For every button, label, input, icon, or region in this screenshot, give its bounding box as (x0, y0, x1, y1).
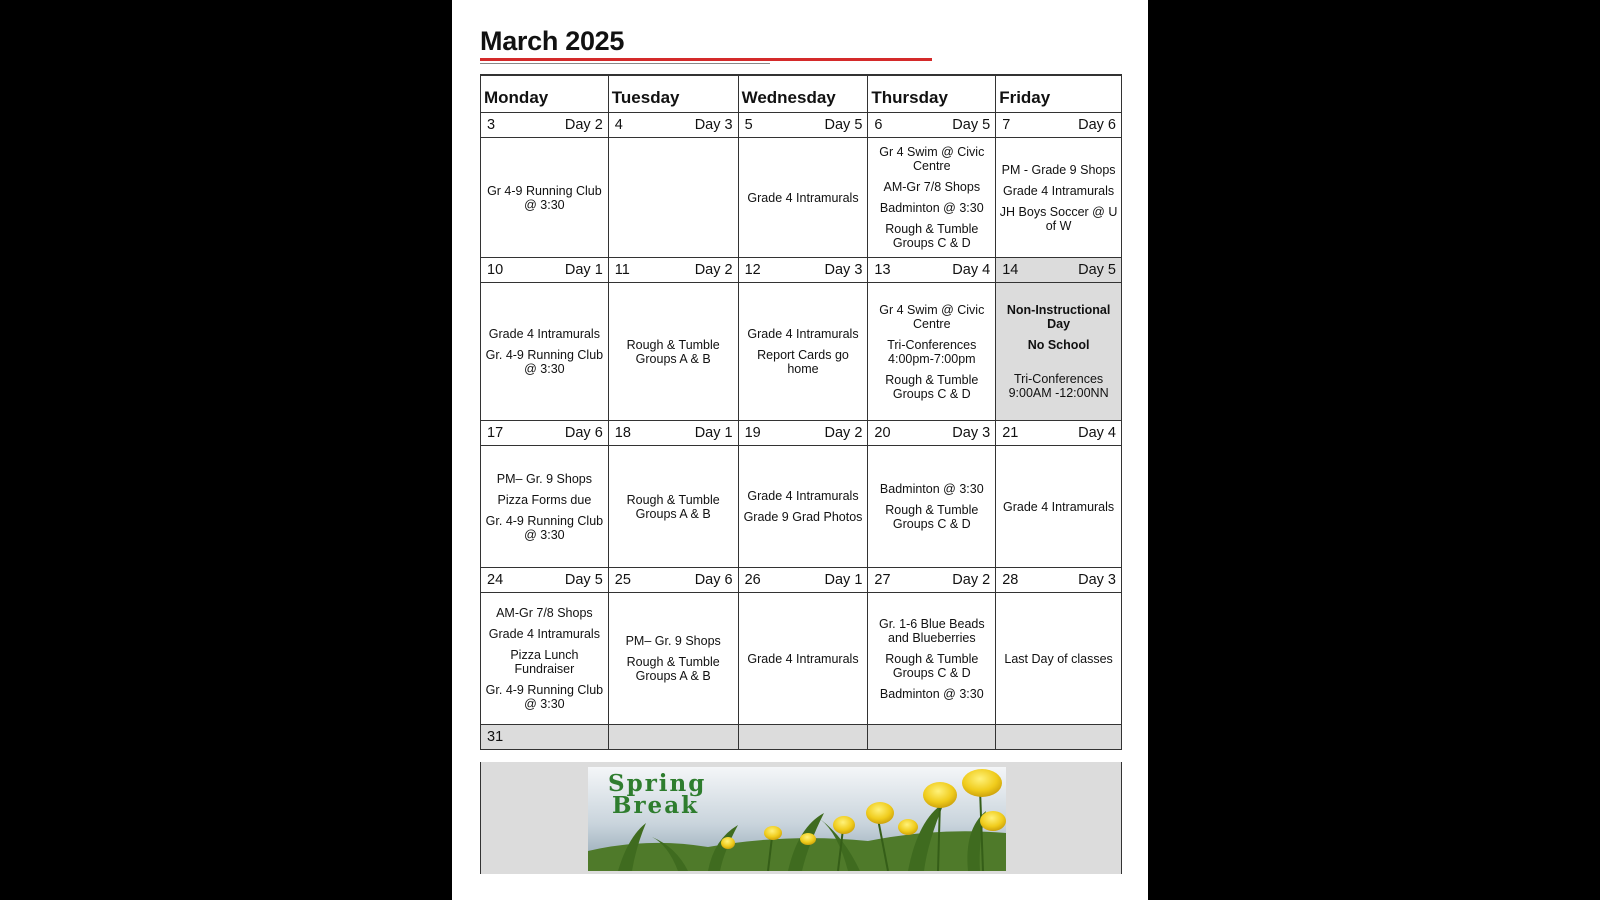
calendar-event: Rough & Tumble Groups C & D (885, 372, 979, 401)
calendar-event: Grade 4 Intramurals (747, 651, 859, 666)
events-cell (738, 283, 868, 421)
school-day-label: Day 5 (1078, 262, 1116, 278)
events-cell (996, 593, 1122, 725)
events-cell (868, 593, 996, 725)
date-cell (481, 421, 609, 446)
events-cell (608, 593, 738, 725)
school-day-label: Day 2 (824, 425, 863, 441)
date-cell (738, 725, 868, 750)
date-number: 13 (874, 262, 891, 278)
events-cell (996, 283, 1122, 421)
calendar-event: Grade 4 Intramurals (747, 327, 859, 341)
date-cell (868, 113, 996, 138)
calendar-event: Gr. 1-6 Blue Beads and Blueberries (878, 616, 985, 645)
date-number: 20 (874, 425, 891, 441)
title-underline-thin (480, 63, 770, 64)
events-cell (738, 593, 868, 725)
date-number: 17 (487, 425, 504, 441)
events-cell (608, 446, 738, 568)
school-day-label: Day 4 (1078, 425, 1116, 441)
page-title: March 2025 (480, 26, 625, 56)
date-row (481, 421, 1122, 446)
school-day-label: Day 5 (824, 117, 863, 133)
events-row (481, 593, 1122, 725)
calendar-event: Tri-Conferences 4:00pm-7:00pm (887, 337, 977, 366)
calendar-event: AM-Gr 7/8 Shops (496, 606, 593, 620)
calendar-event: PM - Grade 9 Shops (1001, 162, 1116, 177)
school-day-label: Day 2 (952, 572, 991, 588)
date-number: 11 (614, 262, 630, 278)
events-cell (738, 446, 868, 568)
events-cell (868, 138, 996, 258)
calendar-event: PM– Gr. 9 Shops (625, 634, 721, 648)
events-cell (996, 138, 1122, 258)
school-day-label: Day 1 (824, 572, 863, 588)
calendar-event: Badminton @ 3:30 (879, 201, 984, 215)
school-day-label: Day 3 (1078, 572, 1116, 588)
school-day-label: Day 5 (952, 117, 991, 133)
date-number: 12 (744, 262, 761, 278)
calendar-event: Gr 4-9 Running Club @ 3:30 (487, 183, 602, 212)
school-day-label: Day 6 (694, 572, 733, 588)
calendar-event: Pizza Forms due (497, 492, 592, 507)
calendar-event: Gr. 4-9 Running Club @ 3:30 (485, 513, 604, 542)
calendar-event: Report Cards go home (757, 348, 849, 376)
calendar-event: Grade 9 Grad Photos (743, 510, 863, 524)
date-cell (868, 568, 996, 593)
date-number: 21 (1002, 425, 1019, 441)
date-cell (996, 725, 1122, 750)
calendar-event: JH Boys Soccer @ U of W (999, 204, 1118, 233)
calendar-event: Tri-Conferences 9:00AM -12:00NN (1008, 372, 1109, 400)
calendar-event: Rough & Tumble Groups A & B (626, 655, 720, 683)
date-cell (996, 568, 1122, 593)
calendar-event: Gr 4 Swim @ Civic Centre (879, 145, 985, 173)
school-day-label: Day 6 (1078, 117, 1116, 133)
date-cell (608, 421, 738, 446)
calendar-event: Rough & Tumble Groups A & B (626, 492, 720, 521)
date-cell (481, 568, 609, 593)
calendar-event: AM-Gr 7/8 Shops (883, 180, 981, 194)
school-day-label: Day 1 (564, 262, 603, 278)
school-day-label: Day 6 (564, 425, 603, 441)
weekday-wednesday: Wednesday (738, 75, 868, 113)
date-number: 26 (744, 572, 761, 588)
events-row (481, 283, 1122, 421)
events-cell (738, 138, 868, 258)
events-cell (608, 283, 738, 421)
school-day-label: Day 2 (694, 262, 733, 278)
date-number: 24 (487, 572, 504, 588)
date-number: 5 (744, 117, 753, 133)
title-underline (480, 58, 932, 61)
date-cell (481, 725, 609, 750)
date-cell (608, 258, 738, 283)
date-number: 4 (614, 117, 623, 133)
date-cell (738, 258, 868, 283)
calendar-event: Gr. 4-9 Running Club @ 3:30 (485, 348, 604, 376)
calendar-event: Rough & Tumble Groups C & D (885, 503, 979, 531)
calendar-event: Pizza Lunch Fundraiser (510, 648, 579, 676)
spring-break-banner (588, 767, 1006, 871)
date-cell (738, 568, 868, 593)
date-number: 7 (1002, 117, 1011, 133)
weekday-header-row (481, 75, 1122, 113)
weekday-thursday: Thursday (868, 75, 996, 113)
school-day-label: Day 2 (564, 117, 603, 133)
weekday-tuesday: Tuesday (608, 75, 738, 113)
calendar-event: Grade 4 Intramurals (747, 190, 859, 205)
weekday-monday: Monday (481, 75, 609, 113)
calendar-event: Rough & Tumble Groups C & D (885, 651, 979, 680)
date-number: 27 (874, 572, 891, 588)
calendar-event: Rough & Tumble Groups A & B (626, 337, 720, 366)
date-row (481, 568, 1122, 593)
school-day-label: Day 1 (694, 425, 733, 441)
calendar-event: Grade 4 Intramurals (747, 489, 859, 503)
date-cell (996, 113, 1122, 138)
events-cell (868, 283, 996, 421)
date-number: 31 (487, 729, 504, 745)
date-number: 14 (1002, 262, 1019, 278)
date-row (481, 258, 1122, 283)
calendar-event: Badminton @ 3:30 (879, 686, 984, 701)
calendar-event: Badminton @ 3:30 (879, 482, 984, 496)
events-cell (481, 446, 609, 568)
school-day-label: Day 3 (694, 117, 733, 133)
events-cell (996, 446, 1122, 568)
weekday-friday: Friday (996, 75, 1122, 113)
calendar-event: Grade 4 Intramurals (1003, 499, 1115, 514)
calendar-event: Gr. 4-9 Running Club @ 3:30 (485, 683, 604, 711)
events-row (481, 446, 1122, 568)
calendar-event: No School (1027, 338, 1090, 352)
date-row-31 (481, 725, 1122, 750)
events-cell (481, 593, 609, 725)
spring-break-row (480, 762, 1122, 874)
date-cell (481, 258, 609, 283)
calendar-event: Rough & Tumble Groups C & D (885, 222, 979, 250)
date-cell (868, 258, 996, 283)
school-day-label: Day 3 (824, 262, 863, 278)
calendar-event: Grade 4 Intramurals (488, 627, 600, 641)
school-day-label: Day 5 (564, 572, 603, 588)
date-number: 18 (614, 425, 631, 441)
date-cell (996, 258, 1122, 283)
calendar-event: Grade 4 Intramurals (1003, 183, 1115, 198)
school-day-label: Day 3 (952, 425, 991, 441)
events-cell (608, 138, 738, 258)
date-number: 6 (874, 117, 883, 133)
events-cell (481, 283, 609, 421)
spring-break-title: Spring Break (608, 770, 707, 819)
calendar-event: Last Day of classes (1004, 651, 1113, 666)
date-cell (738, 421, 868, 446)
date-cell (868, 421, 996, 446)
date-number: 28 (1002, 572, 1019, 588)
calendar-page (452, 0, 1148, 900)
events-cell (868, 446, 996, 568)
events-cell (481, 138, 609, 258)
calendar-event: Non-Instructional Day (1006, 303, 1111, 331)
date-cell (608, 568, 738, 593)
calendar-event: Gr 4 Swim @ Civic Centre (879, 302, 985, 331)
date-number: 25 (614, 572, 631, 588)
calendar-event: PM– Gr. 9 Shops (496, 471, 592, 486)
date-cell (608, 725, 738, 750)
date-number: 10 (487, 262, 504, 278)
date-cell (608, 113, 738, 138)
date-number: 3 (487, 117, 496, 133)
date-cell (481, 113, 609, 138)
school-day-label: Day 4 (952, 262, 991, 278)
calendar-table (480, 74, 1122, 750)
date-cell (996, 421, 1122, 446)
date-number: 19 (744, 425, 761, 441)
date-cell (738, 113, 868, 138)
calendar-event: Grade 4 Intramurals (488, 327, 600, 341)
date-row (481, 113, 1122, 138)
events-row (481, 138, 1122, 258)
date-cell (868, 725, 996, 750)
